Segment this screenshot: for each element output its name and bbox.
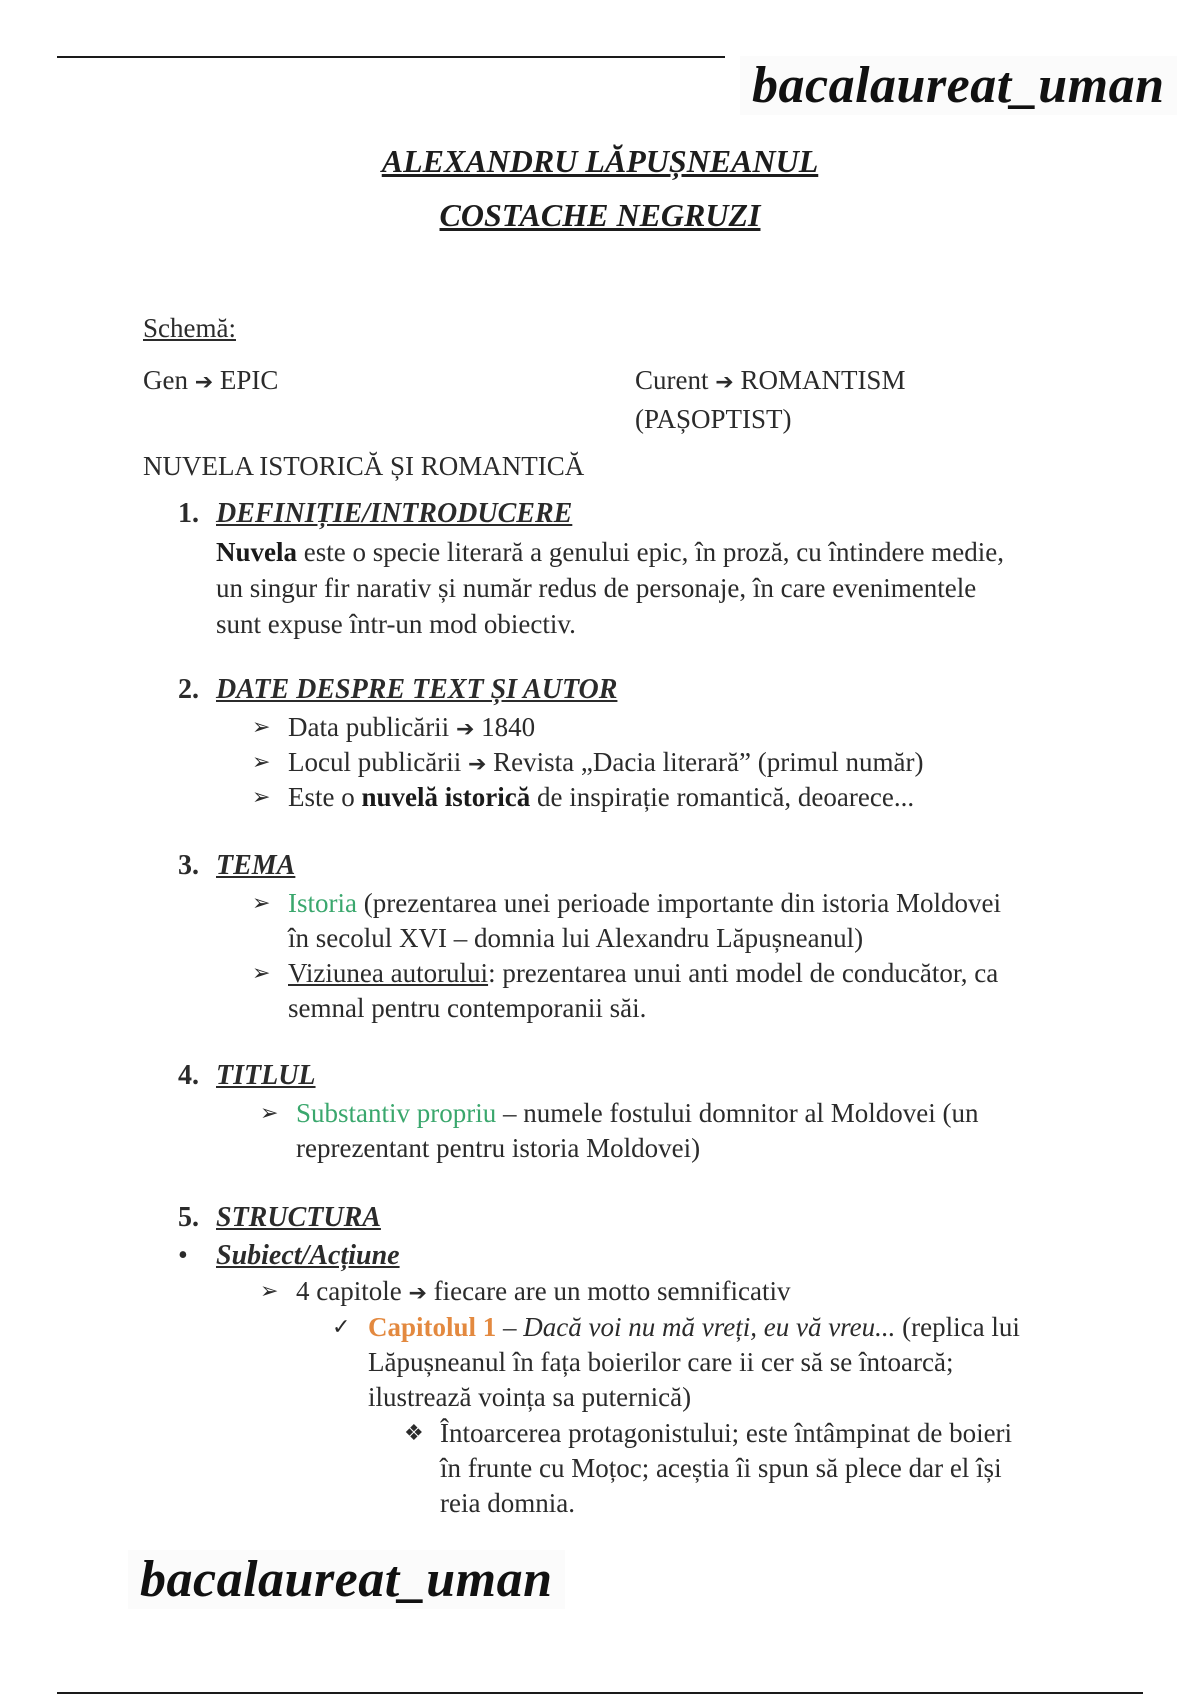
section-1-heading: 1. DEFINIȚIE/INTRODUCERE (178, 498, 573, 529)
schema-gen (143, 362, 278, 401)
list-item: ➢ Este o nuvelă istorică de inspirație romantică, deoarece... (288, 780, 914, 815)
section-1-title: DEFINIȚIE/INTRODUCERE (216, 498, 573, 529)
schema-label: Schemă: (143, 313, 236, 343)
arrowhead-bullet-icon: ➢ (260, 1279, 279, 1304)
title-work: ALEXANDRU LĂPUȘNEANUL (381, 143, 819, 179)
section-4-heading: 4. TITLUL (178, 1060, 316, 1091)
arrowhead-bullet-icon: ➢ (252, 961, 271, 986)
term-nuvela: Nuvela (216, 537, 297, 567)
list-item: ➢ 4 capitole ➔ fiecare are un motto semnificativ (296, 1274, 791, 1311)
arrowhead-bullet-icon: ➢ (252, 891, 271, 916)
section-2-heading: 2. DATE DESPRE TEXT ȘI AUTOR (178, 674, 618, 705)
gen-value: EPIC (219, 365, 279, 395)
arrowhead-bullet-icon: ➢ (252, 750, 271, 775)
diamond-bullet-icon: ❖ (404, 1421, 424, 1446)
arrowhead-bullet-icon: ➢ (252, 715, 271, 740)
list-item: ➢ Data publicării ➔ 1840 (288, 710, 535, 747)
dot-bullet-icon: • (178, 1240, 188, 1271)
gen-label: Gen (143, 365, 188, 395)
watermark-bottom: bacalaureat_uman (128, 1550, 565, 1609)
section-1-text: Nuvela este o specie literară a genului epic, în proză, cu întindere medie, un singur fir narativ și număr redus de personaje, în care evenimentele sunt expuse într-un mod obiectiv. (216, 537, 1004, 639)
section-5-heading: 5. STRUCTURA (178, 1202, 381, 1233)
section-4-title: TITLUL (216, 1060, 316, 1091)
arrowhead-bullet-icon: ➢ (252, 785, 271, 810)
arrow-right-icon: ➔ (467, 752, 487, 777)
list-item: ➢ Viziunea autorului: prezentarea unui anti model de conducător, ca semnal pentru contemporanii săi. (252, 958, 999, 1023)
arrow-right-icon: ➔ (194, 370, 214, 395)
list-item: ➢ Substantiv propriu – numele fostului domnitor al Moldovei (un reprezentant pentru istoria Moldovei) (260, 1098, 979, 1163)
section-5-title: STRUCTURA (216, 1202, 381, 1233)
subsection-subiect: • Subiect/Acțiune (178, 1240, 400, 1271)
curent-label: Curent (635, 365, 709, 395)
list-item: ➢ Istoria (prezentarea unei perioade importante din istoria Moldovei în secolul XVI – domnia lui Alexandru Lăpușneanul) (252, 888, 1001, 953)
checkmark-bullet-icon: ✓ (332, 1315, 351, 1340)
section-3-title: TEMA (216, 850, 296, 881)
watermark-top: bacalaureat_uman (740, 56, 1177, 115)
section-3-heading: 3. TEMA (178, 850, 296, 881)
arrow-right-icon: ➔ (715, 370, 734, 395)
top-rule (57, 56, 725, 58)
list-item: ❖ Întoarcerea protagonistului; este întâmpinat de boieri în frunte cu Moțoc; aceștia îi spun să plece dar el își reia domnia. (404, 1418, 1013, 1518)
arrow-right-icon: ➔ (455, 717, 475, 742)
list-item: ✓ Capitolul 1 – Dacă voi nu mă vreți, eu vă vreu... (replica lui Lăpușneanul în fața boierilor care ii cer să se întoarcă; ilustrează voința sa puternică) (332, 1312, 1020, 1412)
list-item: ➢ Locul publicării ➔ Revista „Dacia literară” (primul număr) (288, 745, 923, 782)
curent-sub: (PAȘOPTIST) (635, 404, 792, 434)
arrowhead-bullet-icon: ➢ (260, 1101, 279, 1126)
bottom-rule (57, 1692, 1143, 1694)
section-2-title: DATE DESPRE TEXT ȘI AUTOR (216, 674, 618, 705)
schema-species: NUVELA ISTORICĂ ȘI ROMANTICĂ (143, 451, 585, 481)
schema-curent (635, 362, 905, 437)
curent-value: ROMANTISM (740, 365, 906, 395)
arrow-right-icon: ➔ (408, 1281, 427, 1306)
title-author: COSTACHE NEGRUZI (439, 197, 761, 233)
